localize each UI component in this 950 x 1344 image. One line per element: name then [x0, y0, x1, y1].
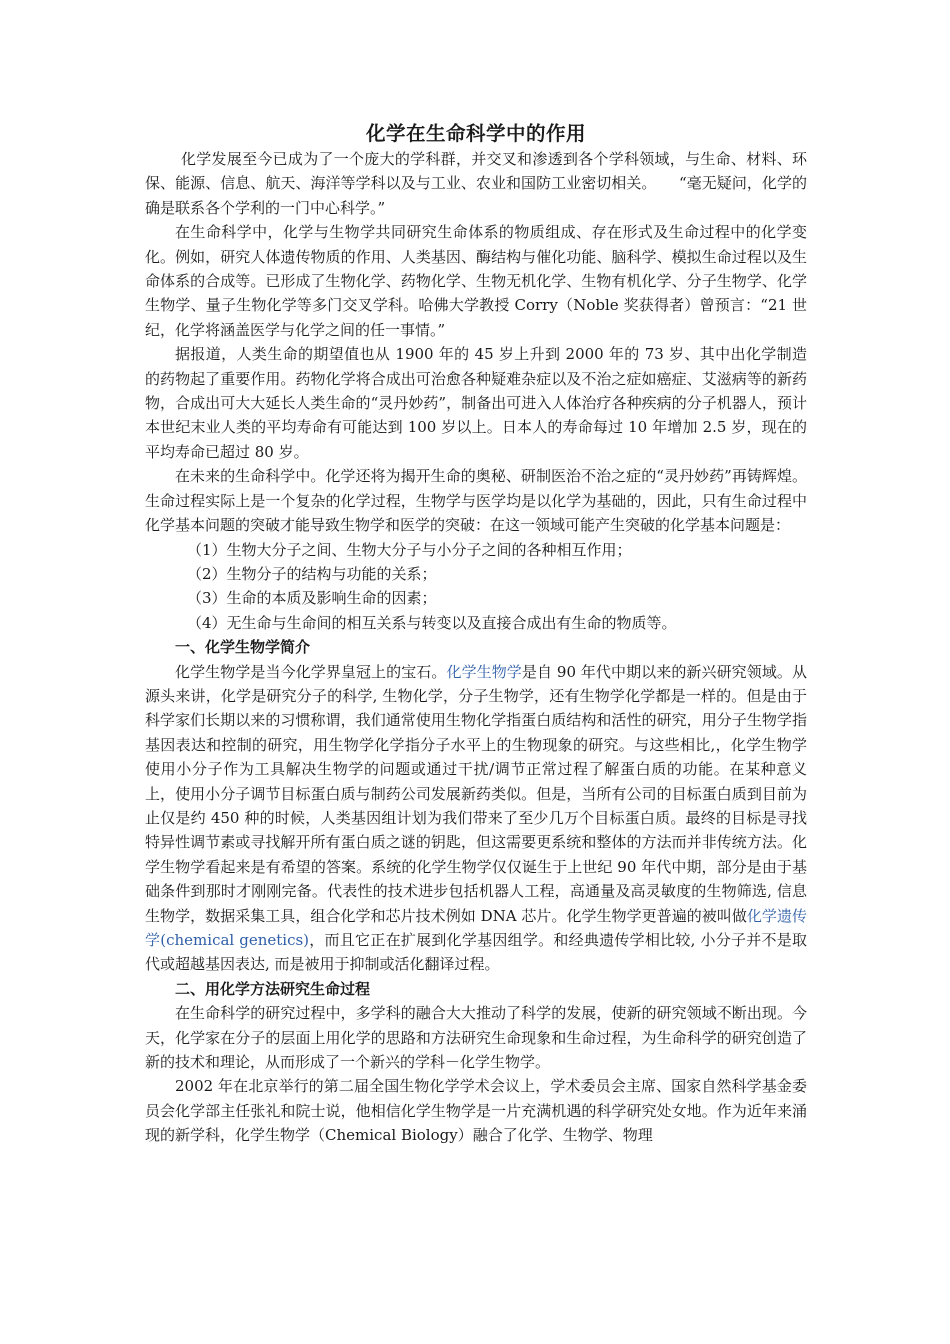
link-chemical-biology[interactable]: 化学生物学 [446, 662, 522, 681]
list-item: （4）无生命与生命间的相互关系与转变以及直接合成出有生命的物质等。 [187, 613, 677, 632]
list-item: （2）生物分子的结构与功能的关系； [187, 564, 437, 583]
paragraph-life-expectancy: 据报道，人类生命的期望值也从 1900 年的 45 岁上升到 2000 年的 73 岁、其中出化学制造的药物起了重要作用。药物化学将合成出可治愈各种疑难杂症以及不治之症如癌症、艾滋病等的新药物，合成出可大大延长人类生命的“灵丹妙药”，制备出可进入人体治疗各种疾病的分子机器人，预计本世纪末业人类的平均寿命有可能达到 100 岁以上。日本人的寿命每过 10 年增加 2.5 岁，现在的平均寿命已超过 80 岁。 [145, 345, 807, 461]
list-item: （3）生命的本质及影响生命的因素； [187, 589, 437, 608]
text-span: 是自 90 年代中期以来的新兴研究领域。从源头来讲，化学是研究分子的科学, 生物化学，分子生物学，还有生物学化学都是一样的。但是由于科学家们长期以来的习惯称谓，我们通常使用生物化学指蛋白质结构和活性的研究，用分子生物学指基因表达和控制的研究，用生物学化学指分子水平上的生物现象的研究。与这些相比,，化学生物学使用小分子作为工具解决生物学的问题或通过干扰/调节正常过程了解蛋白质的功能。在某种意义上，使用小分子调节目标蛋白质与制药公司发展新药类似。但是，当所有公司的目标蛋白质到目前为止仅是约 450 种的时候，人类基因组计划为我们带来了至少几万个目标蛋白质。最终的目标是寻找特异性调节素或寻找解开所有蛋白质之谜的钥匙，但这需要更系统和整体的方法而并非传统方法。化学生物学看起来是有希望的答案。系统的化学生物学仅仅诞生于上世纪 90 年代中期，部分是由于基础条件到那时才刚刚完备。代表性的技术进步包括机器人工程，高通量及高灵敏度的生物筛选, 信息生物学，数据采集工具，组合化学和芯片技术例如 DNA 芯片。化学生物学更普遍的被叫做 [145, 662, 807, 925]
paragraph-chemical-biology [145, 660, 807, 977]
section-heading-1: 一、化学生物学简介 [175, 638, 311, 657]
paragraph-life-science: 在生命科学中，化学与生物学共同研究生命体系的物质组成、存在形式及生命过程中的化学变化。例如，研究人体遗传物质的作用、人类基因、酶结构与催化功能、脑科学、模拟生命过程以及生命体系的合成等。已形成了生物化学、药物化学、生物无机化学、生物有机化学、分子生物学、化学生物学、量子生物化学等多门交叉学科。哈佛大学教授 Corry（Noble 奖获得者）曾预言：“21 世纪，化学将涵盖医学与化学之间的任一事情。” [145, 223, 807, 339]
paragraph-intro: 化学发展至今已成为了一个庞大的学科群，并交叉和渗透到各个学科领域，与生命、材料、环保、能源、信息、航天、海洋等学科以及与工业、农业和国防工业密切相关。 “毫无疑问，化学的确是联系各个学利的一门中心科学。” [145, 150, 807, 217]
link-chemical-genetics[interactable]: 化学遗传学(chemical genetics) [145, 906, 807, 949]
paragraph-future: 在未来的生命科学中。化学还将为揭开生命的奥秘、研制医治不治之症的“灵丹妙药”再铸辉煌。生命过程实际上是一个复杂的化学过程，生物学与医学均是以化学为基础的，因此，只有生命过程中化学基本问题的突破才能导致生物学和医学的突破：在这一领域可能产生突破的化学基本问题是： [145, 467, 807, 535]
paragraph-conference: 2002 年在北京举行的第二届全国生物化学学术会议上，学术委员会主席、国家自然科学基金委员会化学部主任张礼和院士说，他相信化学生物学是一片充满机遇的科学研究处女地。作为近年来涌现的新学科，化学生物学（Chemical Biology）融合了化学、生物学、物理 [145, 1077, 807, 1145]
document-title: 化学在生命科学中的作用 [365, 122, 586, 145]
document-page [145, 118, 807, 1148]
section-heading-2: 二、用化学方法研究生命过程 [175, 979, 371, 998]
text-span: ，而且它正在扩展到化学基因组学。和经典遗传学相比较, 小分子并不是取代或超越基因表达, 而是被用于抑制或活化翻译过程。 [145, 931, 807, 974]
paragraph-research: 在生命科学的研究过程中，多学科的融合大大推动了科学的发展，使新的研究领域不断出现。今天，化学家在分子的层面上用化学的思路和方法研究生命现象和生命过程，为生命科学的研究创造了新的技术和理论，从而形成了一个新兴的学科－化学生物学。 [145, 1004, 807, 1072]
text-span: 化学生物学是当今化学界皇冠上的宝石。 [175, 662, 447, 681]
list-item: （1）生物大分子之间、生物大分子与小分子之间的各种相互作用； [187, 540, 632, 559]
